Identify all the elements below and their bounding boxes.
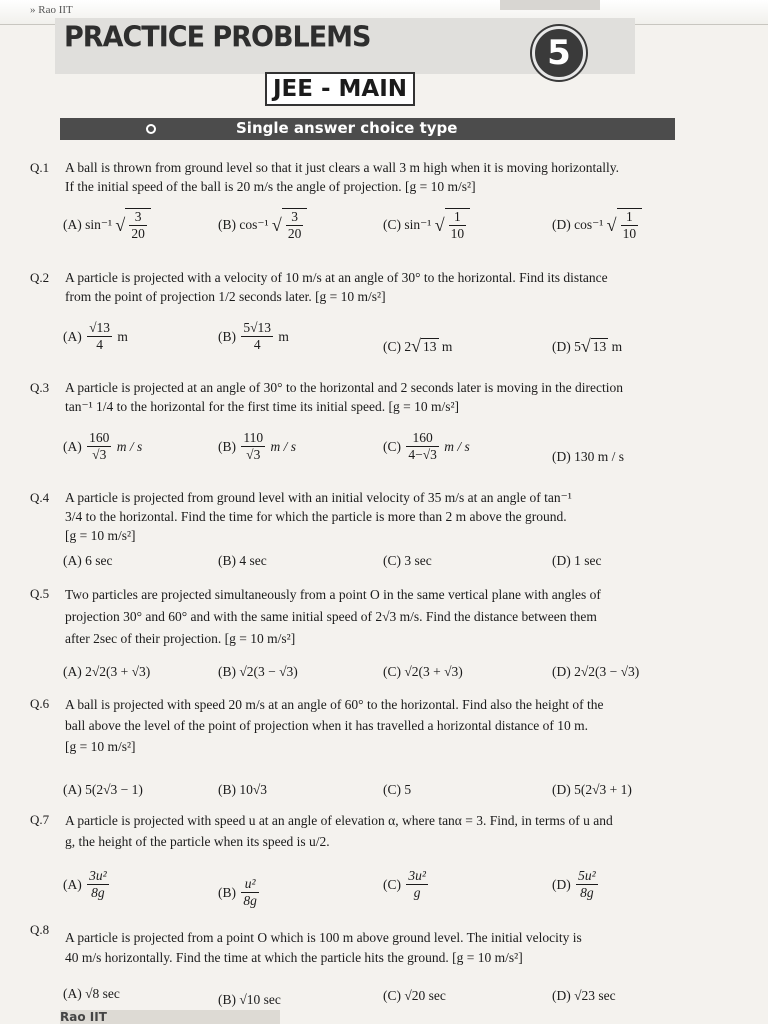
fraction [406,868,428,901]
options-q3 [0,430,768,464]
option-c[interactable]: (C) 3 sec [383,553,432,568]
denominator: g [413,885,421,900]
option-d[interactable] [552,448,624,465]
page-title: PRACTICE PROBLEMS [64,21,371,54]
question-line: A particle is projected from ground level with an initial velocity of 35 m/s at an angle of tan⁻¹ [65,490,572,505]
options-q7 [0,868,768,908]
denominator: √3 [92,447,107,462]
options-q8 [0,986,768,1007]
denominator: 4 [253,337,261,352]
question-number: Q.8 [30,922,50,937]
radicand: 13 [592,339,607,354]
option-label: (B) [218,328,236,344]
numerator: 160 [406,430,439,447]
question-text [65,928,677,968]
option-b[interactable] [218,430,296,463]
denominator: 4 [96,337,103,352]
bullet-icon [146,124,156,134]
question-line: A particle is projected with speed u at an angle of elevation α, where tanα = 3. Find, in terms of u and [65,813,613,828]
option-label: (D) cos⁻¹ [552,217,604,232]
question-text [65,268,677,306]
option-c[interactable]: (C) √20 sec [383,988,446,1003]
top-crumb: » Rao IIT [30,4,73,16]
footer [60,1010,280,1024]
option-a[interactable]: (A) √8 sec [63,986,120,1001]
question-line: projection 30° and 60° and with the same initial speed of 2√3 m/s. Find the distance between them [65,609,597,624]
question-text [65,158,677,196]
sqrt-expression: √ $\frac{3}{20}$ [115,208,150,242]
option-label: (C) [383,876,401,892]
question-line: If the initial speed of the ball is 20 m/s the angle of projection. [g = 10 m/s²] [65,179,476,194]
numerator: 3 [286,209,304,226]
option-a[interactable] [63,430,142,463]
options-q5 [0,664,768,679]
option-label: (D) 5 [552,338,581,354]
footer-brand: Rao IIT [60,1010,107,1024]
option-a[interactable] [63,320,128,353]
option-label: (C) 2 [383,338,412,354]
denominator: 8g [91,885,105,900]
question-line: A particle is projected at an angle of 30° to the horizontal and 2 seconds later is moving in the direction [65,380,623,395]
options-q4 [0,553,768,568]
option-d[interactable]: (D) 1 sec [552,553,602,568]
question-text [65,488,677,545]
question-line: [g = 10 m/s²] [65,528,136,543]
option-d[interactable] [552,868,600,901]
question-text [65,810,677,852]
option-label: (A) [63,328,82,344]
question-number: Q.4 [30,490,50,505]
question-line: [g = 10 m/s²] [65,739,136,754]
option-c[interactable]: (C) 5 [383,782,412,797]
option-a[interactable]: (A) 5(2√3 − 1) [63,782,143,797]
option-a[interactable] [63,868,111,901]
option-label: (D) [552,876,571,892]
sqrt-expression: √ $\frac{3}{20}$ [272,208,307,242]
unit: m [611,338,623,354]
question-number: Q.3 [30,380,50,395]
denominator: 20 [287,226,302,241]
unit: m [278,328,289,344]
option-b[interactable]: (B) 10√3 [218,782,268,797]
denominator: 20 [131,226,145,241]
sqrt-expression: √ 13 [580,336,607,356]
question-line: after 2sec of their projection. [g = 10 m/s²] [65,631,296,646]
unit: m / s [270,438,297,454]
chapter-badge: 5 [532,26,586,80]
fraction [241,430,265,463]
fraction [406,430,439,463]
option-b[interactable]: (B) √2(3 − √3) [218,664,298,679]
numerator: 1 [621,209,639,226]
denominator: 8g [243,893,257,908]
options-q2 [0,320,768,356]
sqrt-expression: √ 13 [411,336,437,356]
question-line: A particle is projected from a point O which is 100 m above ground level. The initial velocity is [65,930,582,945]
numerator: 3 [129,209,147,226]
numerator: u² [241,876,259,893]
option-c[interactable] [383,208,470,242]
question-text [65,694,677,757]
option-b[interactable] [218,320,289,353]
fraction [576,868,598,901]
numerator: √13 [89,320,111,335]
option-label: (A) [63,438,82,454]
option-b[interactable]: (B) √10 sec [218,992,281,1007]
option-a[interactable]: (A) 2√2(3 + √3) [63,664,151,679]
question-line: ball above the level of the point of projection when it has travelled a horizontal distance of 10 m. [65,718,588,733]
sqrt-expression: √ $\frac{1}{10}$ [435,208,470,242]
option-c[interactable] [383,336,452,357]
fraction [87,868,109,901]
option-c[interactable]: (C) √2(3 + √3) [383,664,463,679]
options-q1 [0,208,768,241]
question-line: from the point of projection 1/2 seconds later. [g = 10 m/s²] [65,289,386,304]
numerator: 1 [449,209,467,226]
question-line: 40 m/s horizontally. Find the time at which the particle hits the ground. [g = 10 m/s²] [65,950,523,965]
option-c[interactable] [383,868,430,901]
option-b[interactable] [218,208,307,242]
radicand: 13 [423,339,437,354]
option-b[interactable]: (B) 4 sec [218,553,267,568]
exam-label: JEE - MAIN [265,72,415,106]
question-number: Q.7 [30,812,50,827]
option-d[interactable] [552,208,642,242]
denominator: 4−√3 [408,447,437,462]
question-line: A ball is thrown from ground level so that it just clears a wall 3 m high when it is moving horizontally. [65,160,620,175]
option-d[interactable]: (D) 5(2√3 + 1) [552,782,632,797]
question-number: Q.2 [30,270,50,285]
fraction [87,320,112,353]
option-label: (B) [218,884,236,900]
section-title: Single answer choice type [236,119,458,137]
question-line: A ball is projected with speed 20 m/s at an angle of 60° to the horizontal. Find also the height of the [65,697,604,712]
numerator: 3u² [89,868,107,883]
unit: m / s [116,438,143,454]
option-label: (C) [383,438,401,454]
section-bar [60,118,675,140]
option-label: (B) [218,438,236,454]
option-label: (A) sin⁻¹ [63,217,113,232]
denominator: √3 [246,447,261,462]
top-smudge [500,0,600,10]
numerator: 3u² [408,868,426,883]
denominator: 10 [450,226,465,241]
sqrt-expression: √ $\frac{1}{10}$ [607,208,642,242]
option-label: (D) 130 m / s [552,448,624,464]
numerator: 5√13 [243,320,272,335]
option-label: (B) cos⁻¹ [218,217,269,232]
denominator: 8g [580,885,594,900]
unit: m / s [444,438,470,454]
question-text [65,584,677,650]
unit: m [441,338,453,354]
option-label: (A) [63,876,82,892]
fraction [87,430,111,463]
option-c[interactable] [383,430,470,463]
numerator: 160 [89,430,110,445]
question-number: Q.1 [30,160,50,175]
option-a[interactable] [63,208,151,242]
question-line: g, the height of the particle when its speed is u/2. [65,834,330,849]
options-q6 [0,782,768,797]
option-a[interactable]: (A) 6 sec [63,553,113,568]
question-line: A particle is projected with a velocity of 10 m/s at an angle of 30° to the horizontal. Find its distance [65,270,608,285]
option-d[interactable]: (D) √23 sec [552,988,616,1003]
option-d[interactable] [552,336,622,357]
fraction [241,320,273,353]
numerator: 5u² [578,868,596,883]
option-b[interactable] [218,876,261,909]
question-text [65,378,677,416]
option-label: (C) sin⁻¹ [383,217,432,232]
question-number: Q.6 [30,696,50,711]
unit: m [117,328,128,344]
option-d[interactable]: (D) 2√2(3 − √3) [552,664,640,679]
question-line: tan⁻¹ 1/4 to the horizontal for the first time its initial speed. [g = 10 m/s²] [65,399,460,414]
question-number: Q.5 [30,586,50,601]
fraction [241,876,259,909]
question-line: 3/4 to the horizontal. Find the time for which the particle is more than 2 m above the ground. [65,509,567,524]
denominator: 10 [622,226,637,241]
numerator: 110 [243,430,264,445]
question-line: Two particles are projected simultaneously from a point O in the same vertical plane with angles of [65,587,601,602]
